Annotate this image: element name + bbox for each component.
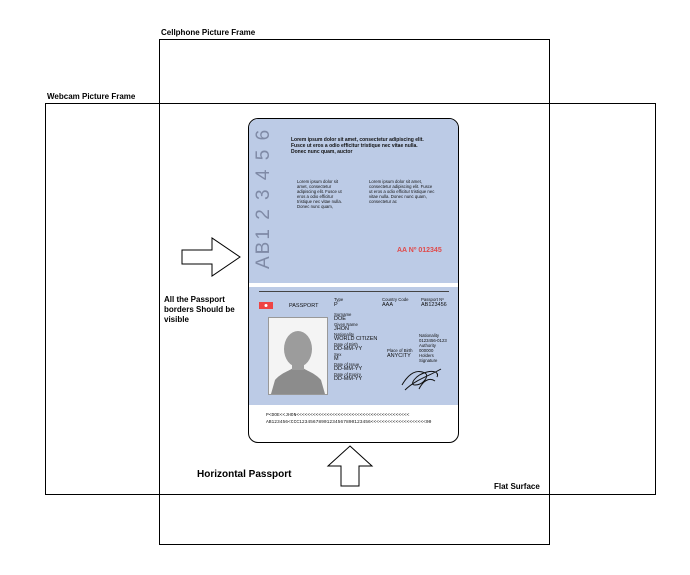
col2-line: consectetur adipiscing elit. Fusce [369, 184, 433, 189]
holder-label: Holders [419, 353, 434, 358]
col2-line: consectetur ac [369, 199, 397, 204]
col1-line: Donec nunc quam, [297, 204, 334, 209]
col1-line: Lorem ipsum dolor sit [297, 179, 339, 184]
signature-icon [399, 363, 443, 393]
vertical-passport-number: AB1 2 3 4 5 6 [253, 127, 274, 269]
dob-value: DD-MM-YY [334, 346, 363, 352]
expiry-label: Date of Expiry [334, 372, 361, 377]
passport-serial: AA Nº 012345 [397, 247, 442, 254]
col2-line: ut eros a odio efficitur tristique nec [369, 189, 435, 194]
passport-fold-line [259, 291, 449, 292]
signature-label: Signature [419, 358, 438, 363]
passport [248, 118, 459, 443]
surname-value: DOE [334, 316, 346, 322]
country-value: AAA [382, 302, 394, 308]
col2-line: vitae nulla. Donec nunc quam, [369, 194, 427, 199]
col1-line: eros a odio efficitur [297, 194, 334, 199]
authority-label: Authority [419, 343, 436, 348]
top-text-line1: Lorem ipsum dolor sit amet, consectetur adipiscing elit. [291, 137, 424, 143]
col1-line: tristique nec vitae nulla. [297, 199, 342, 204]
borders-note-line1: All the Passport [164, 295, 225, 304]
arrow-up-icon [325, 444, 375, 488]
borders-note-line2: borders Should be [164, 305, 235, 314]
holder-photo [268, 317, 328, 395]
passport-no-label: Passport Nº [421, 297, 444, 302]
pob-value: ANYCITY [387, 353, 411, 359]
arrow-right-icon [180, 236, 242, 278]
given-value: JHON [334, 326, 349, 332]
issue-value: DD-MM-YY [334, 366, 363, 372]
flag-icon [259, 302, 273, 309]
sex-value: M [334, 356, 339, 362]
surname-label: Surname [334, 312, 352, 317]
sex-label: Sex [334, 352, 342, 357]
pob-label: Place of Birth [387, 348, 413, 353]
issue-label: Date of Issue [334, 362, 360, 367]
mrz-line2: AB123456<CCC12345678901234567890123456<<<<<<<<<<<<<<<<<<<<00 [266, 420, 432, 425]
top-text-line2: Fusce ut eros a odio efficitur tristique nec vitae nulla. [291, 143, 418, 149]
top-text-line3: Donec nunc quam, auctor [291, 149, 353, 155]
col1-line: adipiscing elit. Fusce ut [297, 189, 342, 194]
col1-line: amet, consectetur [297, 184, 332, 189]
passport-header: PASSPORT [289, 303, 319, 309]
flat-surface-label: Flat Surface [494, 482, 540, 491]
nationality2-label: Nationality [419, 333, 440, 338]
nationality2-value: 0123456-0123 [419, 338, 447, 343]
horizontal-passport-label: Horizontal Passport [197, 469, 292, 480]
nationality-value: WORLD CITIZEN [334, 336, 378, 342]
cellphone-frame-label: Cellphone Picture Frame [161, 28, 256, 37]
given-label: Given Name [334, 322, 358, 327]
authority-value: 000000 [419, 348, 434, 353]
webcam-frame-label: Webcam Picture Frame [47, 92, 136, 101]
nationality-label: Nationality [334, 332, 355, 337]
passport-no-value: AB123456 [421, 302, 447, 308]
dob-label: Date of Birth [334, 342, 358, 347]
borders-note-line3: visible [164, 315, 189, 324]
expiry-value: DD-MM-YY [334, 376, 363, 382]
country-label: Country Code [382, 297, 409, 302]
type-label: Type [334, 297, 344, 302]
mrz-line1: P<DOE<<JHON<<<<<<<<<<<<<<<<<<<<<<<<<<<<<<<<<<<<<<<<< [266, 413, 410, 418]
col2-line: Lorem ipsum dolor sit amet, [369, 179, 423, 184]
type-value: P [334, 302, 338, 308]
person-silhouette-icon [269, 318, 327, 394]
